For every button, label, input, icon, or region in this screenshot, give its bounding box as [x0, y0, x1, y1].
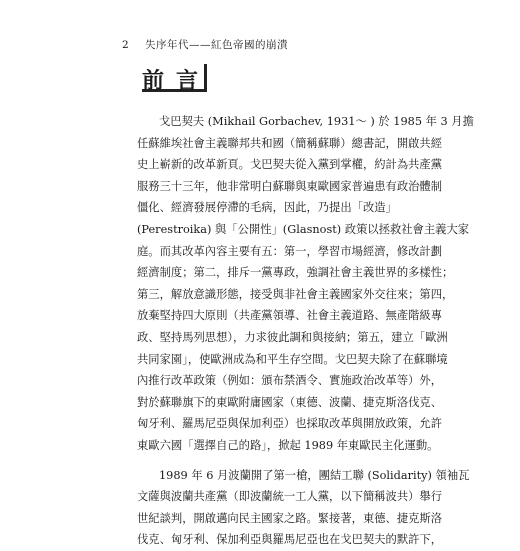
text-line: 共同家園」，使歐洲成為和平生存空間。戈巴契夫除了在蘇聯境: [137, 352, 448, 366]
text-line: 文薩與波蘭共產黨（即波蘭統一工人黨，以下簡稱波共）舉行: [137, 490, 443, 504]
paragraph-2: [137, 465, 470, 551]
page-heading: 前言: [142, 68, 211, 94]
text-line: (Perestroika) 與「公開性」(Glasnost) 政策以拯救社會主義大家: [137, 222, 470, 236]
text-line: 伐克、匈牙利、保加利亞與羅馬尼亞也在戈巴契夫的默許下，: [137, 533, 443, 547]
text-line: 服務三十三年，他非常明白蘇聯與東歐國家普遍患有政治體制: [137, 179, 443, 193]
text-line: 庭。而其改革內容主要有五：第一，學習市場經濟，修改計劃: [137, 244, 443, 258]
text-line: 任蘇維埃社會主義聯邦共和國（簡稱蘇聯）總書記，開啟共經: [137, 136, 443, 150]
text-line: 放棄堅持四大原則（共產黨領導、社會主義道路、無產階級專: [137, 309, 443, 323]
text-line: 內推行改革政策（例如：頒布禁酒令、實施政治改革等）外，: [137, 374, 443, 388]
paragraph-1: [137, 111, 474, 457]
text-line: 第三，解放意識形態，接受與非社會主義國家外交往來；第四，: [137, 287, 454, 301]
text-line: 1989 年 6 月波蘭開了第一槍，團結工聯 (Solidarity) 領袖瓦: [159, 468, 470, 482]
page-number: 2: [122, 39, 130, 51]
paragraph-gap: [137, 457, 395, 465]
text-line: 僵化、經濟發展停滯的毛病，因此，乃提出「改造」: [137, 201, 397, 215]
body-text: [137, 111, 474, 551]
text-line: 匈牙利、羅馬尼亞與保加利亞）也採取改革與開放政策，允許: [137, 417, 443, 431]
heading-frame: [142, 64, 211, 94]
text-line: 經濟制度；第二，排斥一黨專政，強調社會主義世界的多樣性；: [137, 266, 454, 280]
book-title: 失序年代——紅色帝國的崩潰: [145, 39, 289, 51]
text-line: 東歐六國「選擇自己的路」，掀起 1989 年東歐民主化運動。: [137, 438, 439, 452]
text-line: 政、堅持馬列思想），力求彼此調和與接納；第五，建立「歐洲: [137, 330, 448, 344]
text-line: 世紀談判，開啟邁向民主國家之路。緊接著，東德、捷克斯洛: [137, 511, 443, 525]
running-head: [122, 37, 288, 52]
text-line: 戈巴契夫 (Mikhail Gorbachev, 1931～ ) 於 1985 年 3 月擔: [159, 115, 474, 128]
text-line: 對於蘇聯旗下的東歐附庸國家（東德、波蘭、捷克斯洛伐克、: [137, 395, 443, 409]
text-line: 史上嶄新的改革新頁。戈巴契夫從入黨到掌權，約計為共產黨: [137, 158, 443, 172]
